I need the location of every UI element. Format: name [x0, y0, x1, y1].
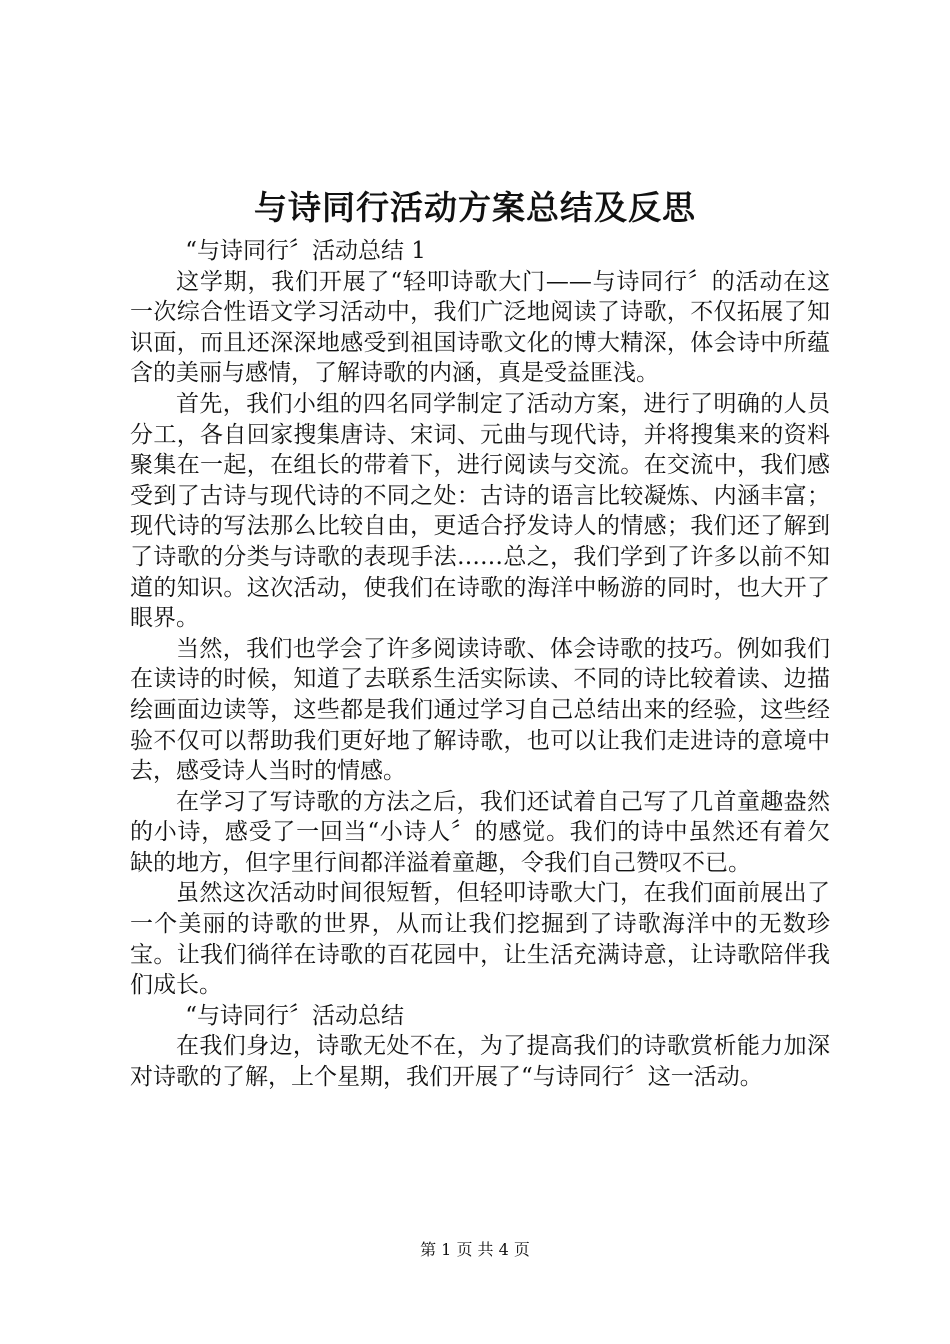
document-body	[130, 236, 830, 1093]
section-heading-1: “与诗同行〞活动总结 1	[185, 238, 426, 264]
paragraph-second-intro: 在我们身边，诗歌无处不在，为了提高我们的诗歌赏析能力加深对诗歌的了解，上个星期，我们开展了“与诗同行〞这一活动。	[130, 1033, 830, 1091]
paragraph-conclusion: 虽然这次活动时间很短暂，但轻叩诗歌大门，在我们面前展出了一个美丽的诗歌的世界，从而让我们挖掘到了诗歌海洋中的无数珍宝。让我们徜徉在诗歌的百花园中，让生活充满诗意，让诗歌陪伴我们成长。	[130, 880, 830, 999]
paragraph-writing: 在学习了写诗歌的方法之后，我们还试着自己写了几首童趣盎然的小诗，感受了一回当“小诗人〞的感觉。我们的诗中虽然还有着欠缺的地方，但字里行间都洋溢着童趣，令我们自己赞叹不已。	[130, 788, 830, 876]
paragraph-skills: 当然，我们也学会了许多阅读诗歌、体会诗歌的技巧。例如我们在读诗的时候，知道了去联系生活实际读、不同的诗比较着读、边描绘画面边读等，这些都是我们通过学习自己总结出来的经验，这些经验不仅可以帮助我们更好地了解诗歌，也可以让我们走进诗的意境中去，感受诗人当时的情感。	[130, 635, 830, 785]
document-title: 与诗同行活动方案总结及反思	[254, 188, 696, 227]
paragraph-first: 首先，我们小组的四名同学制定了活动方案，进行了明确的人员分工，各自回家搜集唐诗、宋词、元曲与现代诗，并将搜集来的资料聚集在一起，在组长的带着下，进行阅读与交流。在交流中，我们感受到了古诗与现代诗的不同之处：古诗的语言比较凝炼、内涵丰富；现代诗的写法那么比较自由，更适合抒发诗人的情感；我们还了解到了诗歌的分类与诗歌的表现手法……总之，我们学到了许多以前不知道的知识。这次活动，使我们在诗歌的海洋中畅游的同时，也大开了眼界。	[130, 390, 830, 632]
page-footer: 第 1 页 共 4 页	[420, 1240, 530, 1259]
paragraph-intro: 这学期，我们开展了“轻叩诗歌大门——与诗同行〞的活动在这一次综合性语文学习活动中，我们广泛地阅读了诗歌，不仅拓展了知识面，而且还深深地感受到祖国诗歌文化的博大精深，体会诗中所蕴含的美丽与感情，了解诗歌的内涵，真是受益匪浅。	[130, 268, 830, 387]
section-heading-2: “与诗同行〞活动总结	[185, 1002, 404, 1029]
